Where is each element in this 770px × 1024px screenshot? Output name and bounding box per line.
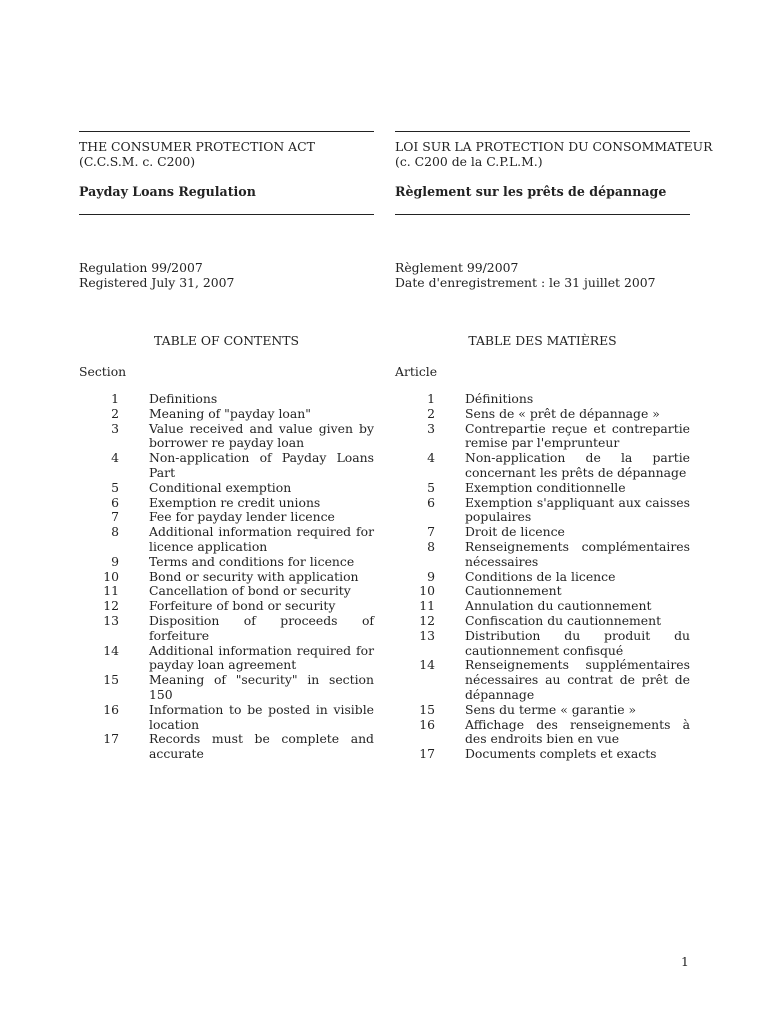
toc-entry [79, 732, 374, 762]
registration-info [395, 260, 656, 290]
toc-entry [395, 703, 690, 718]
toc-entry [79, 422, 374, 452]
toc-entry-number: 15 [103, 672, 119, 688]
toc-entry-number: 4 [111, 450, 119, 466]
toc-entry-number: 5 [111, 479, 119, 495]
toc-heading: TABLE DES MATIÈRES [468, 333, 617, 348]
toc-entry [79, 584, 374, 599]
toc-entry [79, 525, 374, 555]
toc-entry [79, 481, 374, 496]
toc-entry-number: 13 [103, 612, 119, 628]
toc-entry [79, 392, 374, 407]
toc-entry-number: 8 [111, 524, 119, 540]
toc-entry-title: Disposition of proceeds of forfeiture [149, 612, 374, 643]
toc-entry-title: Bond or security with application [149, 568, 359, 584]
toc-entry-title: Conditional exemption [149, 479, 292, 495]
toc-entry-title: Contrepartie reçue et contrepartie remise par l'emprunteur [465, 420, 690, 451]
toc-entry-number: 16 [419, 716, 435, 732]
toc-entry-number: 2 [427, 405, 435, 421]
toc-entry [395, 599, 690, 614]
toc-entry-title: Records must be complete and accurate [149, 731, 374, 762]
toc-entry-title: Cancellation of bond or security [149, 583, 351, 599]
act-heading [395, 139, 712, 169]
toc-entry-title: Affichage des renseignements à des endroits bien en vue [465, 716, 690, 747]
toc-entry-number: 14 [103, 642, 119, 658]
regulation-title: Règlement sur les prêts de dépannage [395, 184, 667, 199]
toc-entry [79, 614, 374, 644]
registration-date: Date d'enregistrement : le 31 juillet 2007 [395, 275, 656, 290]
toc-entry-title: Conditions de la licence [465, 568, 616, 584]
toc-entry-number: 10 [103, 568, 119, 584]
page-number: 1 [681, 954, 689, 969]
toc-entry-title: Sens de « prêt de dépannage » [465, 405, 660, 421]
toc-entry-title: Documents complets et exacts [465, 746, 657, 762]
toc-entry [395, 481, 690, 496]
toc-entry-number: 16 [103, 701, 119, 717]
toc-entry [395, 525, 690, 540]
toc-entry-number: 7 [111, 509, 119, 525]
toc-entry [79, 673, 374, 703]
toc-list [79, 392, 374, 762]
toc-entry [79, 451, 374, 481]
toc-entry-number: 9 [427, 568, 435, 584]
toc-entry-title: Additional information required for payday loan agreement [149, 642, 374, 673]
header-top-rule [79, 131, 374, 132]
toc-entry-title: Exemption conditionnelle [465, 479, 626, 495]
toc-entry-number: 12 [103, 598, 119, 614]
toc-entry-number: 8 [427, 538, 435, 554]
header-top-rule [395, 131, 690, 132]
toc-entry [79, 703, 374, 733]
toc-entry-title: Non-application de la partie concernant les prêts de dépannage [465, 450, 690, 480]
toc-entry [79, 510, 374, 525]
registration-date: Registered July 31, 2007 [79, 275, 235, 290]
toc-entry-number: 1 [427, 391, 435, 406]
toc-entry-number: 17 [419, 746, 435, 762]
regulation-number: Regulation 99/2007 [79, 260, 203, 275]
toc-entry-title: Cautionnement [465, 583, 562, 599]
toc-entry-number: 7 [427, 524, 435, 540]
toc-entry-number: 1 [111, 391, 119, 406]
toc-entry-number: 13 [419, 627, 435, 643]
section-label: Section [79, 364, 127, 379]
toc-entry-title: Annulation du cautionnement [465, 598, 652, 614]
toc-entry-number: 17 [103, 731, 119, 747]
regulation-title: Payday Loans Regulation [79, 184, 256, 199]
act-heading [79, 139, 315, 169]
toc-entry [395, 747, 690, 762]
toc-entry-number: 3 [111, 420, 119, 436]
toc-entry [395, 422, 690, 452]
toc-entry [395, 451, 690, 481]
toc-list [395, 392, 690, 762]
toc-entry-title: Confiscation du cautionnement [465, 612, 662, 628]
toc-entry-number: 6 [111, 494, 119, 510]
toc-entry [79, 407, 374, 422]
toc-entry-title: Renseignements supplémentaires nécessaires au contrat de prêt de dépannage [465, 657, 690, 702]
toc-entry-title: Exemption s'appliquant aux caisses populaires [465, 494, 690, 525]
toc-entry-number: 10 [419, 583, 435, 599]
toc-entry [395, 570, 690, 585]
toc-entry-title: Non-application of Payday Loans Part [149, 450, 374, 480]
toc-entry-title: Droit de licence [465, 524, 565, 540]
toc-entry [395, 584, 690, 599]
toc-entry [395, 658, 690, 702]
toc-entry [395, 718, 690, 748]
toc-entry-title: Définitions [465, 391, 534, 406]
toc-entry-number: 4 [427, 450, 435, 466]
toc-entry [395, 392, 690, 407]
toc-entry [395, 614, 690, 629]
toc-entry [395, 629, 690, 659]
toc-entry-title: Sens du terme « garantie » [465, 701, 637, 717]
toc-entry-number: 11 [419, 598, 435, 614]
toc-entry-number: 2 [111, 405, 119, 421]
toc-entry-title: Additional information required for licence application [149, 524, 374, 554]
toc-entry-number: 11 [103, 583, 119, 599]
toc-entry-title: Definitions [149, 391, 218, 406]
toc-entry-title: Fee for payday lender licence [149, 509, 335, 525]
toc-entry-title: Distribution du produit du cautionnement confisqué [465, 627, 690, 658]
toc-entry-number: 3 [427, 420, 435, 436]
toc-entry [79, 570, 374, 585]
regulation-number: Règlement 99/2007 [395, 260, 519, 275]
toc-entry-title: Terms and conditions for licence [149, 553, 355, 569]
registration-info [79, 260, 234, 290]
toc-entry-title: Value received and value given by borrower re payday loan [149, 420, 374, 451]
toc-entry [395, 540, 690, 570]
toc-entry [79, 496, 374, 511]
toc-entry-number: 12 [419, 612, 435, 628]
toc-entry-number: 14 [419, 657, 435, 673]
toc-entry-title: Forfeiture of bond or security [149, 598, 336, 614]
toc-entry-title: Meaning of "security" in section 150 [149, 672, 374, 702]
section-label: Article [395, 364, 438, 379]
toc-entry [79, 599, 374, 614]
act-name: THE CONSUMER PROTECTION ACT [79, 139, 315, 154]
toc-entry [395, 407, 690, 422]
act-name: LOI SUR LA PROTECTION DU CONSOMMATEUR [395, 139, 713, 154]
toc-entry [395, 496, 690, 526]
toc-entry-title: Exemption re credit unions [149, 494, 321, 510]
header-bottom-rule [395, 214, 690, 215]
toc-entry-title: Information to be posted in visible location [149, 701, 374, 732]
toc-entry-number: 15 [419, 701, 435, 717]
act-citation: (C.C.S.M. c. C200) [79, 154, 196, 169]
toc-entry-number: 9 [111, 553, 119, 569]
toc-entry [79, 555, 374, 570]
act-citation: (c. C200 de la C.P.L.M.) [395, 154, 543, 169]
toc-entry-title: Meaning of "payday loan" [149, 405, 311, 421]
header-bottom-rule [79, 214, 374, 215]
toc-entry-title: Renseignements complémentaires nécessaires [465, 538, 690, 569]
toc-entry-number: 5 [427, 479, 435, 495]
toc-heading: TABLE OF CONTENTS [154, 333, 299, 348]
toc-entry [79, 644, 374, 674]
toc-entry-number: 6 [427, 494, 435, 510]
